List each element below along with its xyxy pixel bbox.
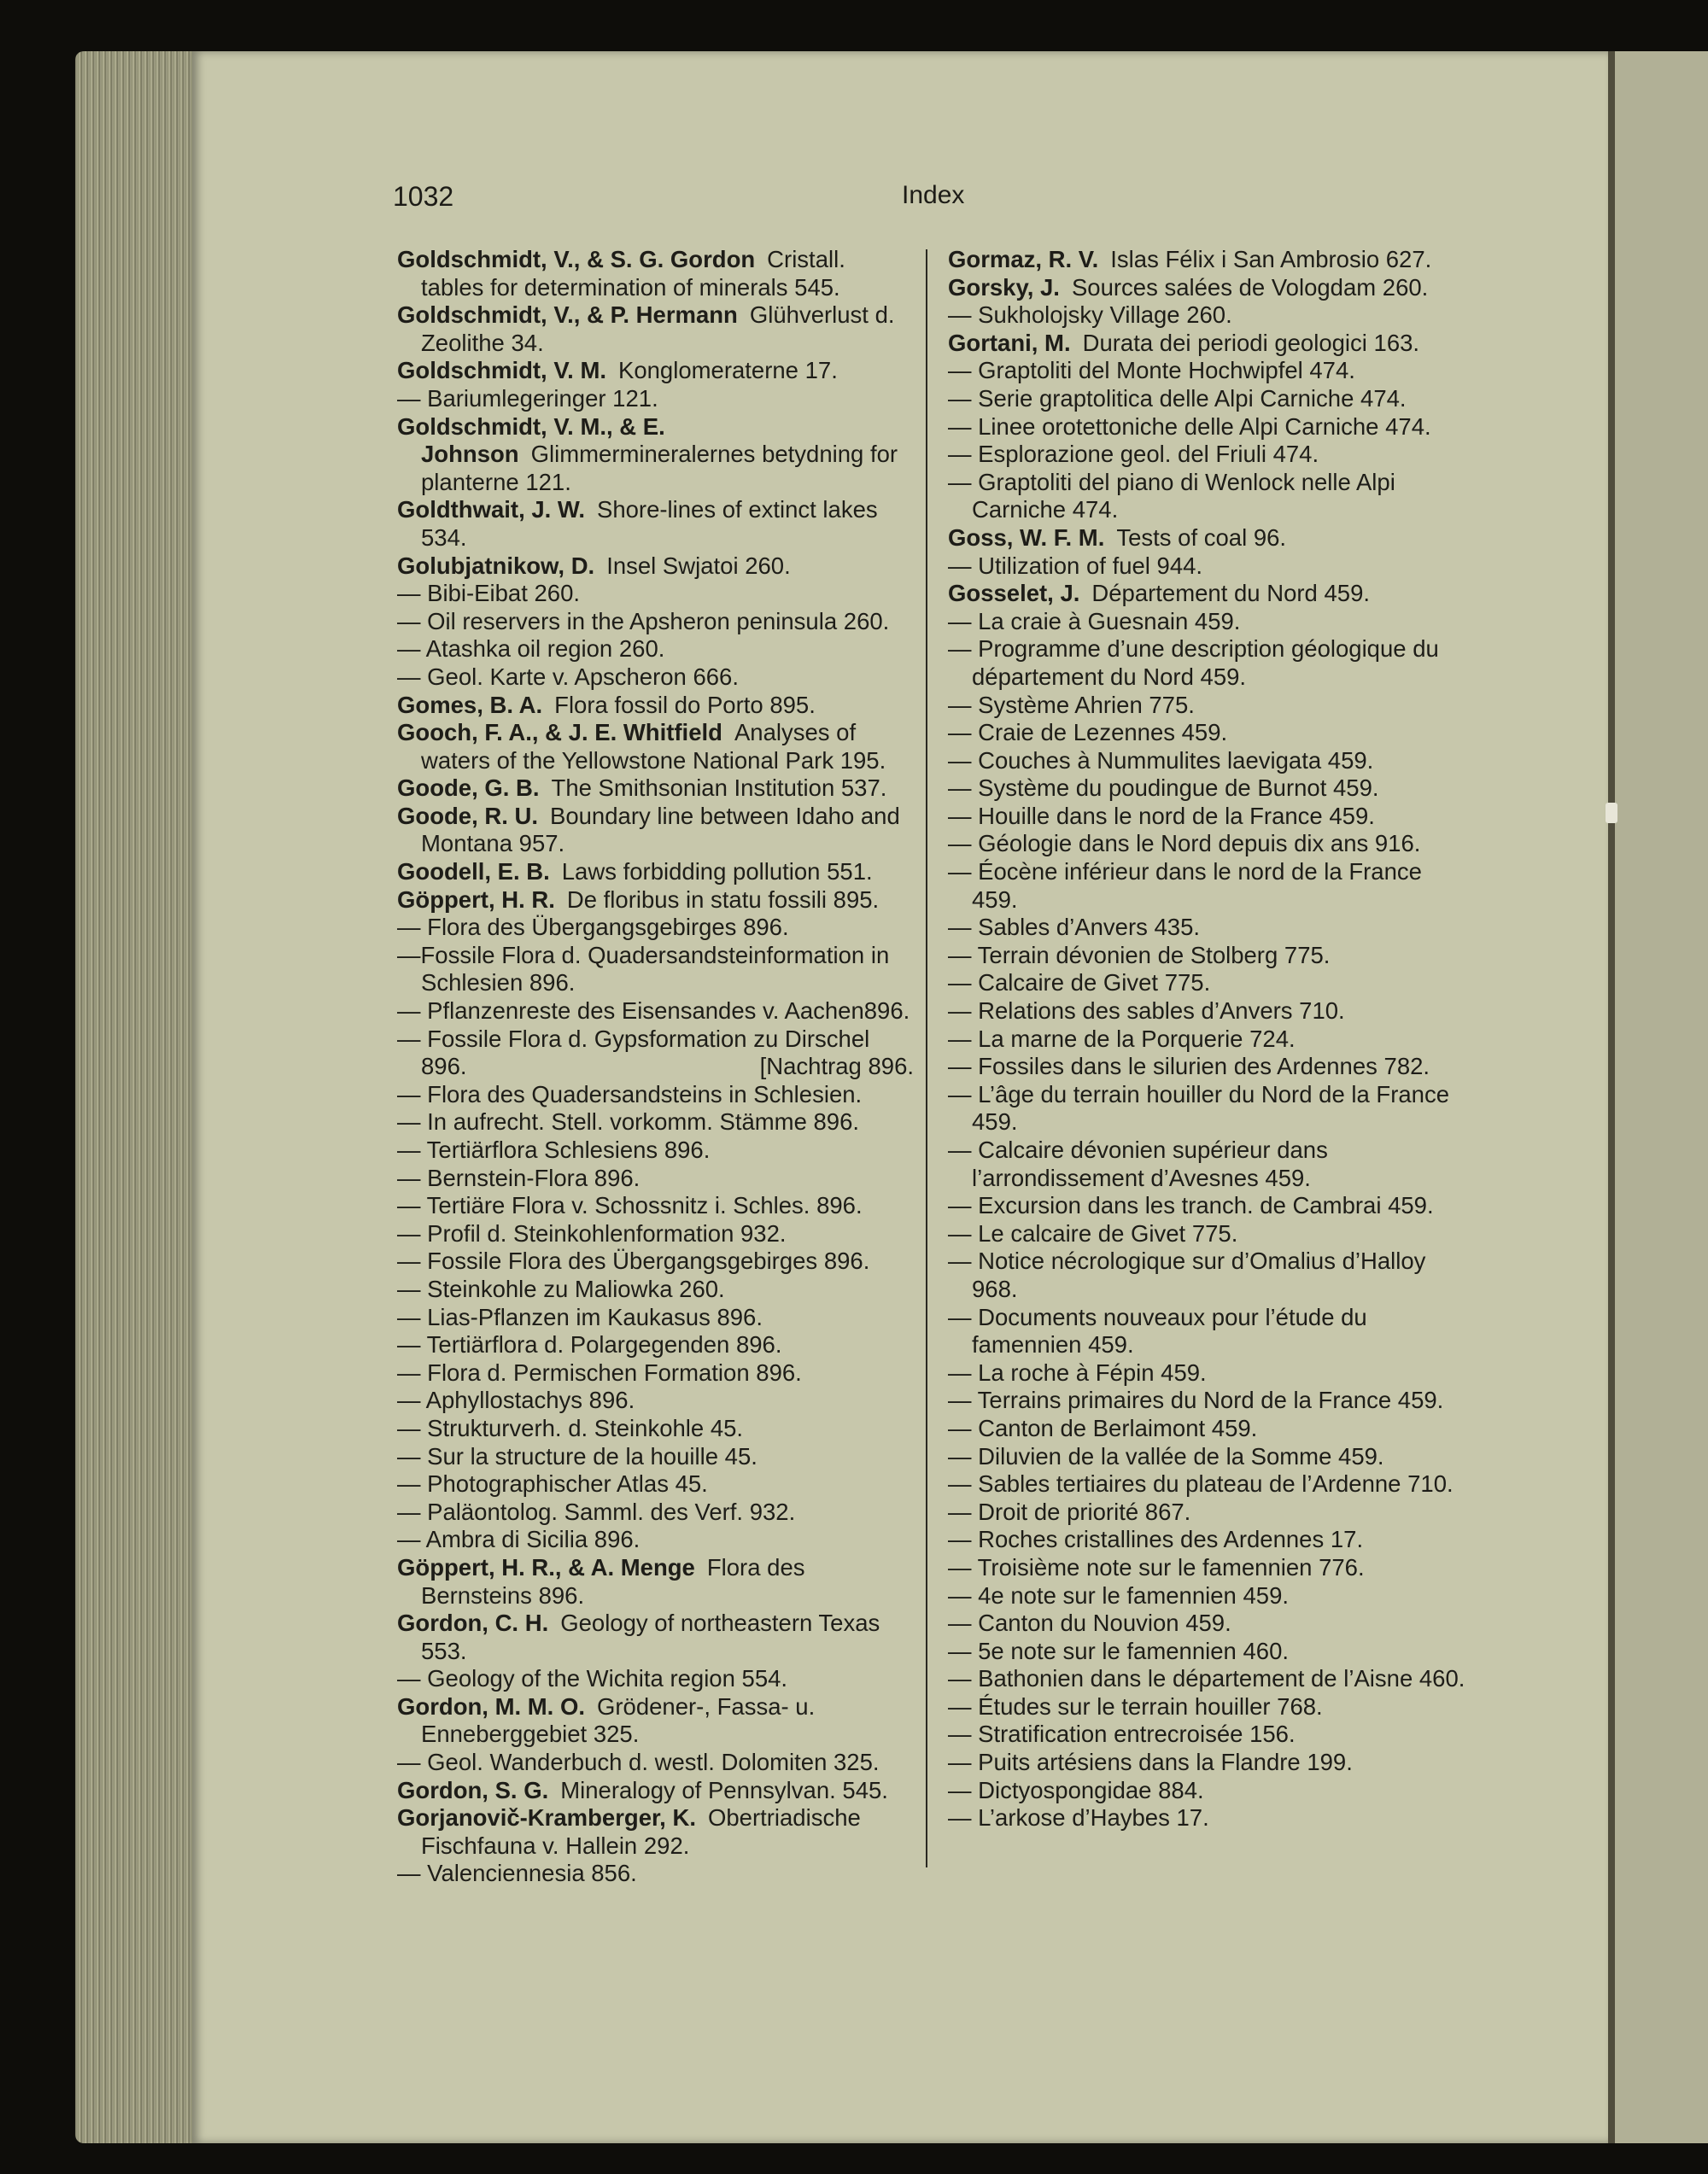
entry-title: — Documents nouveaux pour l’étude du famennien 459. — [948, 1303, 1367, 1359]
index-entry — [948, 1026, 1473, 1054]
entry-title: — Steinkohle zu Maliowka 260. — [397, 1275, 725, 1302]
entry-title: — Craie de Lezennes 459. — [948, 719, 1228, 746]
index-entry — [948, 580, 1473, 608]
entry-title: — Programme d’une description géologique du département du Nord 459. — [948, 635, 1439, 690]
index-entry — [948, 1359, 1473, 1388]
author-name: Gorjanovič-Kramberger, K. — [397, 1804, 696, 1832]
entry-title: Insel Swjatoi 260. — [606, 552, 791, 579]
entry-title: — Bernstein-Flora 896. — [397, 1164, 640, 1191]
entry-title: — Bathonien dans le département de l’Aisne 460. — [948, 1665, 1465, 1692]
entry-title: Laws forbidding pollution 551. — [561, 858, 873, 885]
index-entry — [948, 608, 1473, 636]
index-entry — [948, 1582, 1473, 1610]
index-entry — [397, 1081, 914, 1109]
index-entry — [397, 886, 914, 915]
bracket-note: [Nachtrag 896. — [759, 1053, 914, 1080]
index-entry — [948, 1443, 1473, 1471]
index-entry — [397, 301, 914, 357]
entry-title: — Roches cristallines des Ardennes 17. — [948, 1526, 1364, 1553]
index-entry — [397, 1220, 914, 1248]
entry-title: — La marne de la Porquerie 724. — [948, 1025, 1296, 1052]
entry-title: — Pflanzenreste des Eisensandes v. Aachen896. — [397, 997, 910, 1025]
entry-title: — Flora d. Permischen Formation 896. — [397, 1359, 802, 1386]
index-entry — [397, 1526, 914, 1554]
index-entry — [397, 246, 914, 301]
index-entry — [397, 858, 914, 886]
entry-title: — Excursion dans les tranch. de Cambrai 459. — [948, 1192, 1434, 1219]
entry-title: — Droit de priorité 867. — [948, 1498, 1191, 1525]
entry-title: — Le calcaire de Givet 775. — [948, 1219, 1238, 1247]
entry-title: Flora fossil do Porto 895. — [554, 691, 816, 718]
entry-title: Cristall. tables for determination of minerals 545. — [421, 246, 845, 301]
index-column-right — [948, 246, 1473, 1832]
entry-title: — Terrain dévonien de Stolberg 775. — [948, 941, 1331, 968]
index-column-left — [389, 246, 914, 1888]
index-entry — [948, 1638, 1473, 1666]
entry-title: Obertriadische Fischfauna v. Hallein 292. — [421, 1804, 861, 1859]
entry-title: — Fossile Flora des Übergangsgebirges 896. — [397, 1248, 870, 1275]
entry-title: — Relations des sables d’Anvers 710. — [948, 997, 1345, 1025]
entry-title: — L’arkose d’Haybes 17. — [948, 1804, 1209, 1832]
entry-title: — Flora des Quadersandsteins in Schlesien. — [397, 1080, 863, 1107]
entry-title: — Couches à Nummulites laevigata 459. — [948, 746, 1374, 774]
author-name: Gordon, M. M. O. — [397, 1692, 585, 1720]
index-entry — [948, 830, 1473, 858]
entry-title: — Système Ahrien 775. — [948, 691, 1195, 718]
author-name: Gortani, M. — [948, 329, 1071, 356]
index-entry — [397, 1470, 914, 1499]
author-name: Goss, W. F. M. — [948, 523, 1105, 551]
author-name: Goldschmidt, V. M., & E. Johnson — [397, 412, 665, 468]
index-entry — [397, 1777, 914, 1805]
entry-title: — Études sur le terrain houiller 768. — [948, 1692, 1323, 1720]
entry-title: — Valenciennesia 856. — [397, 1860, 637, 1887]
author-name: Goode, R. U. — [397, 802, 538, 829]
running-title: Index — [902, 181, 965, 209]
entry-title: — Graptoliti del piano di Wenlock nelle Alpi Carniche 474. — [948, 468, 1395, 523]
index-entry — [397, 719, 914, 774]
next-page-edge — [1608, 51, 1708, 2143]
entry-title: Glühverlust d. Zeolithe 34. — [421, 301, 895, 356]
index-entry — [948, 1192, 1473, 1220]
index-entry — [948, 969, 1473, 997]
index-entry — [948, 524, 1473, 552]
entry-title: — Calcaire dévonien supérieur dans l’arrondissement d’Avesnes 459. — [948, 1137, 1328, 1191]
index-entry — [948, 1387, 1473, 1415]
entry-title: — Calcaire de Givet 775. — [948, 969, 1211, 996]
entry-title: — Serie graptolitica delle Alpi Carniche 474. — [948, 384, 1407, 412]
index-entry — [948, 1721, 1473, 1749]
entry-title: — Geology of the Wichita region 554. — [397, 1665, 788, 1692]
index-entry — [397, 1137, 914, 1165]
column-divider — [926, 249, 927, 1867]
entry-title: — Tertiäre Flora v. Schossnitz i. Schles. 896. — [397, 1192, 863, 1219]
entry-title: — Dictyospongidae 884. — [948, 1776, 1204, 1803]
entry-title: — Lias-Pflanzen im Kaukasus 896. — [397, 1303, 763, 1330]
entry-title: — L’âge du terrain houiller du Nord de la France 459. — [948, 1080, 1450, 1136]
index-entry — [397, 1026, 914, 1081]
index-entry — [397, 1554, 914, 1610]
index-entry — [397, 496, 914, 552]
entry-title: — Linee orotettoniche delle Alpi Carniche 474. — [948, 412, 1431, 440]
entry-title: — Sables d’Anvers 435. — [948, 914, 1201, 941]
index-entry — [948, 1304, 1473, 1359]
entry-title: Boundary line between Idaho and Montana 957. — [421, 802, 900, 857]
index-entry — [397, 1665, 914, 1693]
index-entry — [948, 1610, 1473, 1638]
index-entry — [397, 1192, 914, 1220]
entry-title: — Troisième note sur le famennien 776. — [948, 1553, 1365, 1581]
index-entry — [397, 1331, 914, 1359]
entry-title: — Strukturverh. d. Steinkohle 45. — [397, 1414, 744, 1441]
entry-title: Geology of northeastern Texas 553. — [421, 1610, 880, 1664]
entry-title: — Géologie dans le Nord depuis dix ans 916. — [948, 830, 1421, 857]
entry-title: — 5e note sur le famennien 460. — [948, 1637, 1290, 1664]
entry-title: Mineralogy of Pennsylvan. 545. — [560, 1776, 888, 1803]
index-entry — [948, 803, 1473, 831]
index-entry — [397, 1499, 914, 1527]
author-name: Göppert, H. R., & A. Menge — [397, 1553, 695, 1581]
index-entry — [948, 469, 1473, 524]
index-entry — [948, 552, 1473, 581]
entry-title: The Smithsonian Institution 537. — [551, 774, 887, 802]
index-entry — [948, 357, 1473, 385]
index-entry — [397, 580, 914, 608]
index-entry — [948, 635, 1473, 691]
index-entry — [948, 246, 1473, 274]
index-entry — [397, 635, 914, 663]
index-entry — [948, 1220, 1473, 1248]
entry-title: Islas Félix i San Ambrosio 627. — [1110, 246, 1432, 272]
author-name: Göppert, H. R. — [397, 885, 555, 913]
index-entry — [948, 1777, 1473, 1805]
entry-title: — Fossiles dans le silurien des Ardennes 782. — [948, 1053, 1430, 1080]
entry-title: — Bibi-Eibat 260. — [397, 580, 580, 607]
entry-title: — Éocène inférieur dans le nord de la France 459. — [948, 858, 1422, 913]
index-entry — [397, 1610, 914, 1665]
index-entry — [397, 1387, 914, 1415]
index-entry — [948, 1693, 1473, 1721]
index-entry — [397, 803, 914, 858]
index-entry — [948, 1526, 1473, 1554]
entry-title: — Geol. Wanderbuch d. westl. Dolomiten 325. — [397, 1749, 880, 1776]
index-entry — [397, 997, 914, 1026]
index-entry — [397, 1276, 914, 1304]
entry-title: — Sukholojsky Village 260. — [948, 301, 1232, 329]
index-entry — [397, 413, 914, 497]
entry-title: — Système du poudingue de Burnot 459. — [948, 774, 1379, 802]
index-entry — [397, 1749, 914, 1777]
index-entry — [948, 1137, 1473, 1192]
entry-title: — Utilization of fuel 944. — [948, 552, 1203, 579]
entry-title: — Atashka oil region 260. — [397, 635, 665, 663]
index-entry — [397, 385, 914, 413]
index-entry — [397, 1248, 914, 1276]
index-entry — [397, 914, 914, 942]
index-entry — [397, 1443, 914, 1471]
index-entry — [397, 552, 914, 581]
index-entry — [948, 719, 1473, 747]
entry-title: Glimmermineralernes betydning for planterne 121. — [421, 441, 898, 495]
index-entry — [948, 747, 1473, 775]
entry-title: — Profil d. Steinkohlenformation 932. — [397, 1219, 787, 1247]
index-entry — [948, 301, 1473, 330]
author-name: Goldschmidt, V., & P. Hermann — [397, 301, 738, 329]
entry-title: — Canton du Nouvion 459. — [948, 1610, 1231, 1637]
entry-title: — Houille dans le nord de la France 459. — [948, 802, 1375, 829]
entry-title: — Fossile Flora d. Gypsformation zu Dirschel 896. — [397, 1025, 870, 1080]
entry-title: —Fossile Flora d. Quadersandsteinformation in Schlesien 896. — [397, 941, 890, 996]
author-name: Gomes, B. A. — [397, 691, 543, 718]
index-entry — [397, 774, 914, 803]
author-name: Goldschmidt, V. M. — [397, 357, 606, 384]
index-entry — [948, 858, 1473, 914]
author-name: Gormaz, R. V. — [948, 246, 1099, 272]
index-entry — [397, 1108, 914, 1137]
index-entry — [948, 1415, 1473, 1443]
index-entry — [948, 441, 1473, 469]
index-entry — [948, 1053, 1473, 1081]
index-entry — [948, 1470, 1473, 1499]
entry-title: — Sables tertiaires du plateau de l’Ardenne 710. — [948, 1470, 1454, 1498]
index-entry — [397, 942, 914, 997]
entry-title: — Tertiärflora Schlesiens 896. — [397, 1137, 711, 1163]
index-entry — [948, 274, 1473, 302]
entry-title: De floribus in statu fossili 895. — [566, 885, 880, 913]
index-entry — [397, 1415, 914, 1443]
entry-title: Konglomeraterne 17. — [618, 357, 838, 384]
entry-title: — Oil reservers in the Apsheron peninsula 260. — [397, 607, 890, 634]
index-entry — [397, 692, 914, 720]
entry-title: — Terrains primaires du Nord de la France 459. — [948, 1387, 1444, 1414]
entry-title: — Geol. Karte v. Apscheron 666. — [397, 663, 739, 690]
author-name: Gordon, S. G. — [397, 1776, 549, 1803]
index-entry — [948, 997, 1473, 1026]
index-entry — [397, 1165, 914, 1193]
index-entry — [397, 1359, 914, 1388]
index-entry — [948, 1499, 1473, 1527]
entry-title: — Graptoliti del Monte Hochwipfel 474. — [948, 357, 1355, 384]
index-entry — [948, 942, 1473, 970]
entry-title: — Ambra di Sicilia 896. — [397, 1526, 640, 1553]
index-entry — [948, 330, 1473, 358]
index-entry — [397, 1804, 914, 1860]
index-entry — [948, 385, 1473, 413]
author-name: Goldschmidt, V., & S. G. Gordon — [397, 246, 756, 272]
entry-title: — Canton de Berlaimont 459. — [948, 1414, 1258, 1441]
index-entry — [948, 914, 1473, 942]
author-name: Gorsky, J. — [948, 273, 1060, 301]
index-entry — [948, 1804, 1473, 1832]
author-name: Gosselet, J. — [948, 580, 1080, 607]
entry-title: — Bariumlegeringer 121. — [397, 384, 658, 412]
entry-title: — Notice nécrologique sur d’Omalius d’Halloy 968. — [948, 1248, 1426, 1302]
binding-thread — [1606, 803, 1617, 823]
author-name: Gooch, F. A., & J. E. Whitfield — [397, 719, 722, 746]
index-entry — [397, 1304, 914, 1332]
entry-title: — Aphyllostachys 896. — [397, 1387, 635, 1414]
entry-title: — La roche à Fépin 459. — [948, 1359, 1207, 1386]
page-number: 1032 — [393, 181, 454, 212]
index-entry — [397, 663, 914, 692]
entry-title: — In aufrecht. Stell. vorkomm. Stämme 896. — [397, 1108, 860, 1136]
index-entry — [948, 1248, 1473, 1303]
entry-title: Département du Nord 459. — [1091, 580, 1370, 607]
entry-title: — 4e note sur le famennien 459. — [948, 1581, 1290, 1609]
entry-title: — Sur la structure de la houille 45. — [397, 1442, 757, 1470]
author-name: Golubjatnikow, D. — [397, 552, 595, 579]
entry-title: — Tertiärflora d. Polargegenden 896. — [397, 1331, 782, 1359]
index-entry — [397, 1693, 914, 1749]
index-entry — [948, 1665, 1473, 1693]
author-name: Goode, G. B. — [397, 774, 540, 802]
entry-title: Tests of coal 96. — [1116, 523, 1287, 551]
index-entry — [948, 774, 1473, 803]
entry-title: — Flora des Übergangsgebirges 896. — [397, 914, 789, 941]
entry-title: Grödener-, Fassa- u. Enneberggebiet 325. — [421, 1692, 816, 1748]
entry-title: — Puits artésiens dans la Flandre 199. — [948, 1749, 1353, 1776]
author-name: Goodell, E. B. — [397, 858, 550, 885]
index-entry — [948, 1749, 1473, 1777]
page-edges — [75, 51, 203, 2143]
index-entry — [948, 1554, 1473, 1582]
author-name: Goldthwait, J. W. — [397, 496, 585, 523]
entry-title: Flora des Bernsteins 896. — [421, 1553, 805, 1609]
entry-title: — Esplorazione geol. del Friuli 474. — [948, 441, 1319, 468]
index-entry — [397, 608, 914, 636]
entry-title: Durata dei periodi geologici 163. — [1082, 329, 1420, 356]
book-gutter — [1608, 51, 1615, 2143]
entry-title: — La craie à Guesnain 459. — [948, 607, 1241, 634]
entry-title: — Diluvien de la vallée de la Somme 459. — [948, 1442, 1384, 1470]
entry-title: Shore-lines of extinct lakes 534. — [421, 496, 878, 551]
index-entry — [397, 1860, 914, 1888]
author-name: Gordon, C. H. — [397, 1610, 549, 1637]
entry-title: Sources salées de Vologdam 260. — [1071, 273, 1429, 301]
index-entry — [948, 1081, 1473, 1137]
entry-title: — Stratification entrecroisée 156. — [948, 1721, 1296, 1748]
entry-title: — Photographischer Atlas 45. — [397, 1470, 708, 1498]
index-entry — [397, 357, 914, 385]
index-entry — [948, 413, 1473, 441]
entry-title: Analyses of waters of the Yellowstone National Park 195. — [421, 719, 886, 774]
index-entry — [948, 692, 1473, 720]
entry-title: — Paläontolog. Samml. des Verf. 932. — [397, 1498, 796, 1525]
